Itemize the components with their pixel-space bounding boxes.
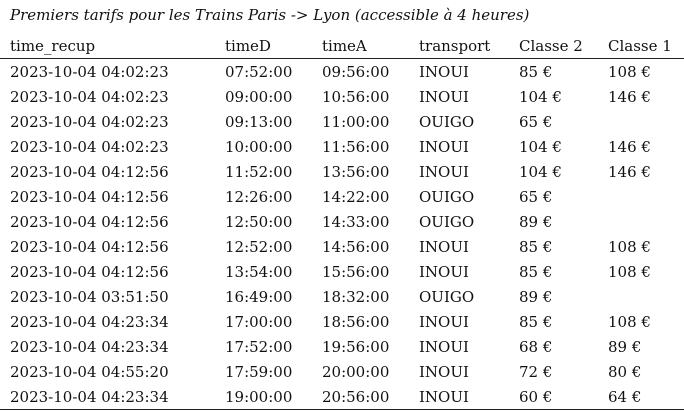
cell-classe-2: 104 € — [519, 137, 562, 156]
cell-classe-2: 89 € — [519, 212, 553, 231]
cell-time-a: 14:22:00 — [322, 187, 390, 206]
cell-classe-2: 68 € — [519, 337, 553, 356]
cell-classe-2: 89 € — [519, 287, 553, 306]
table-row — [0, 184, 684, 209]
cell-classe-2: 104 € — [519, 162, 562, 181]
cell-time-recup: 2023-10-04 04:23:34 — [10, 337, 169, 356]
cell-classe-1: 146 € — [608, 87, 651, 106]
table-header-row — [0, 33, 684, 59]
table-row — [0, 334, 684, 359]
table-row — [0, 134, 684, 159]
cell-time-a: 14:33:00 — [322, 212, 390, 231]
cell-time-recup: 2023-10-04 04:12:56 — [10, 187, 169, 206]
table-row — [0, 284, 684, 309]
cell-time-a: 13:56:00 — [322, 162, 390, 181]
cell-time-recup: 2023-10-04 04:12:56 — [10, 162, 169, 181]
cell-transport: INOUI — [419, 237, 469, 256]
cell-time-recup: 2023-10-04 04:55:20 — [10, 362, 169, 381]
cell-classe-1 — [598, 209, 684, 234]
cell-time-recup: 2023-10-04 04:02:23 — [10, 62, 169, 81]
cell-time-recup: 2023-10-04 03:51:50 — [10, 287, 169, 306]
cell-time-d: 10:00:00 — [225, 137, 293, 156]
cell-transport: INOUI — [419, 262, 469, 281]
cell-time-recup: 2023-10-04 04:12:56 — [10, 237, 169, 256]
cell-time-a: 19:56:00 — [322, 337, 390, 356]
cell-time-d: 17:52:00 — [225, 337, 293, 356]
cell-classe-1: 64 € — [598, 384, 684, 410]
cell-transport: INOUI — [409, 384, 509, 410]
cell-time-d: 11:52:00 — [225, 162, 293, 181]
cell-time-a: 18:32:00 — [322, 287, 390, 306]
cell-time-recup: 2023-10-04 04:02:23 — [10, 112, 169, 131]
cell-transport: INOUI — [419, 312, 469, 331]
cell-classe-2: 85 € — [519, 62, 553, 81]
cell-classe-2: 85 € — [519, 312, 553, 331]
cell-time-recup: 2023-10-04 04:23:34 — [10, 312, 169, 331]
cell-transport: INOUI — [419, 62, 469, 81]
table-row — [0, 384, 684, 410]
cell-time-d: 09:13:00 — [225, 112, 293, 131]
cell-classe-2: 60 € — [509, 384, 598, 410]
cell-classe-1 — [598, 109, 684, 134]
cell-transport: OUIGO — [419, 187, 475, 206]
cell-classe-1: 108 € — [608, 262, 651, 281]
cell-classe-2: 65 € — [519, 112, 553, 131]
cell-time-d: 17:59:00 — [225, 362, 293, 381]
train-fares-table — [0, 33, 684, 410]
table-row — [0, 309, 684, 334]
table-row — [0, 59, 684, 85]
cell-time-d: 17:00:00 — [225, 312, 293, 331]
cell-transport: INOUI — [419, 362, 469, 381]
cell-time-d: 13:54:00 — [225, 262, 293, 281]
cell-classe-2: 104 € — [519, 87, 562, 106]
cell-classe-1: 108 € — [608, 62, 651, 81]
cell-time-d: 19:00:00 — [215, 384, 312, 410]
cell-time-d: 16:49:00 — [225, 287, 293, 306]
cell-time-a: 18:56:00 — [322, 312, 390, 331]
cell-time-recup: 2023-10-04 04:12:56 — [10, 212, 169, 231]
cell-time-a: 15:56:00 — [322, 262, 390, 281]
cell-transport: INOUI — [419, 337, 469, 356]
header-transport: transport — [409, 33, 509, 59]
cell-time-d: 12:26:00 — [225, 187, 293, 206]
cell-classe-1 — [598, 284, 684, 309]
cell-time-recup: 2023-10-04 04:02:23 — [10, 87, 169, 106]
cell-classe-1: 108 € — [608, 237, 651, 256]
cell-classe-1: 146 € — [608, 137, 651, 156]
table-row — [0, 209, 684, 234]
cell-classe-1: 80 € — [608, 362, 642, 381]
table-row — [0, 234, 684, 259]
cell-classe-2: 85 € — [519, 237, 553, 256]
cell-classe-2: 85 € — [519, 262, 553, 281]
cell-time-a: 11:00:00 — [322, 112, 390, 131]
cell-time-a: 20:56:00 — [312, 384, 409, 410]
header-classe-1: Classe 1 — [598, 33, 684, 59]
header-time-d: timeD — [215, 33, 312, 59]
cell-classe-1 — [598, 184, 684, 209]
cell-time-d: 12:50:00 — [225, 212, 293, 231]
cell-time-d: 07:52:00 — [225, 62, 293, 81]
header-time-recup: time_recup — [0, 33, 215, 59]
table-row — [0, 84, 684, 109]
cell-time-d: 12:52:00 — [225, 237, 293, 256]
cell-time-recup: 2023-10-04 04:02:23 — [10, 137, 169, 156]
table-row — [0, 159, 684, 184]
cell-transport: INOUI — [419, 162, 469, 181]
cell-transport: OUIGO — [419, 112, 475, 131]
cell-classe-2: 65 € — [519, 187, 553, 206]
table-caption: Premiers tarifs pour les Trains Paris -> Lyon (accessible à 4 heures) — [10, 6, 530, 24]
cell-time-a: 09:56:00 — [322, 62, 390, 81]
cell-transport: INOUI — [419, 87, 469, 106]
header-time-a: timeA — [312, 33, 409, 59]
header-classe-2: Classe 2 — [509, 33, 598, 59]
cell-classe-1: 108 € — [608, 312, 651, 331]
cell-time-a: 20:00:00 — [322, 362, 390, 381]
cell-transport: OUIGO — [419, 212, 475, 231]
cell-time-a: 11:56:00 — [322, 137, 390, 156]
cell-transport: OUIGO — [419, 287, 475, 306]
cell-transport: INOUI — [419, 137, 469, 156]
cell-classe-1: 146 € — [608, 162, 651, 181]
table-row — [0, 259, 684, 284]
cell-time-a: 14:56:00 — [322, 237, 390, 256]
cell-classe-2: 72 € — [519, 362, 553, 381]
cell-time-d: 09:00:00 — [225, 87, 293, 106]
cell-time-recup: 2023-10-04 04:12:56 — [10, 262, 169, 281]
table-row — [0, 109, 684, 134]
table-row — [0, 359, 684, 384]
cell-time-recup: 2023-10-04 04:23:34 — [0, 384, 215, 410]
cell-classe-1: 89 € — [608, 337, 642, 356]
cell-time-a: 10:56:00 — [322, 87, 390, 106]
